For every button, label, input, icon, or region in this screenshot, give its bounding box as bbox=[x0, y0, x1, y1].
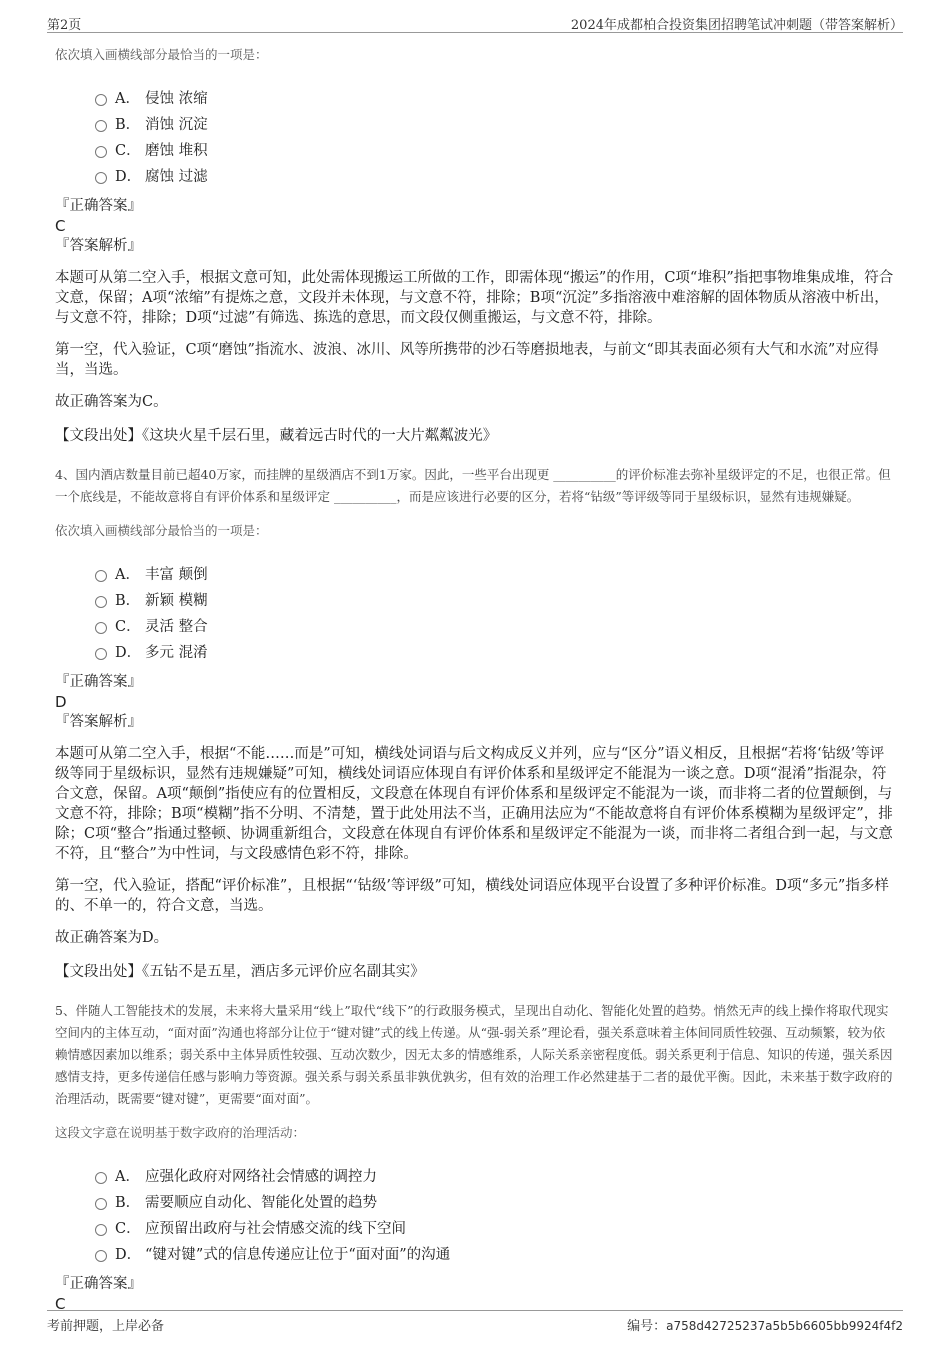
question-5 bbox=[55, 1000, 895, 1314]
document-code bbox=[627, 1315, 903, 1334]
analysis-conclusion: 故正确答案为C。 bbox=[55, 394, 168, 410]
analysis-label: 『答案解析』 bbox=[55, 714, 142, 730]
analysis-conclusion: 故正确答案为D。 bbox=[55, 930, 169, 946]
analysis-paragraph: 第一空，代入验证，C项“磨蚀”指流水、波浪、冰川、风等所携带的沙石等磨损地表，与前文“即其表面必须有大气和水流”对应得当，当选。 bbox=[55, 342, 879, 378]
source-citation: 【文段出处】《这块火星千层石里，藏着远古时代的一大片粼粼波光》 bbox=[55, 428, 498, 444]
option-b[interactable]: B． 新颖 模糊 bbox=[95, 588, 895, 614]
question-stem: 4、国内酒店数量目前已超40万家，而挂牌的星级酒店不到1万家。因此，一些平台出现更 __________的评价标准去弥补星级评定的不足，也很正常。但一个底线是，不能故意将自有评价体系和星级评定 __________，而是应该进行必要的区分，若将“钻级”等评级等同于星级标识，显然有违规嫌疑。 bbox=[55, 467, 891, 504]
option-b[interactable]: B． 需要顺应自动化、智能化处置的趋势 bbox=[95, 1190, 895, 1216]
option-d[interactable]: D． 腐蚀 过滤 bbox=[95, 164, 895, 190]
radio-icon[interactable] bbox=[95, 172, 107, 184]
radio-icon[interactable] bbox=[95, 146, 107, 158]
option-d[interactable]: D． “键对键”式的信息传递应让位于“面对面”的沟通 bbox=[95, 1242, 895, 1268]
answer-label: 『正确答案』 bbox=[55, 198, 142, 214]
document-code-label: 编号： bbox=[627, 1319, 667, 1334]
radio-icon[interactable] bbox=[95, 94, 107, 106]
question-4 bbox=[55, 464, 895, 982]
question-stem: 5、伴随人工智能技术的发展，未来将大量采用“线上”取代“线下”的行政服务模式，呈现出自动化、智能化处置的趋势。悄然无声的线上操作将取代现实空间内的主体互动，“面对面”沟通也将部分让位于“键对键”式的线上传递。从“强-弱关系”理论看，强关系意味着主体间同质性较强、互动频繁，较为依赖情感因素加以维系；弱关系中主体异质性较强、互动次数少，因无太多的情感维系，人际关系亲密程度低。弱关系更利于信息、知识的传递，强关系因感情支持，更多传递信任感与影响力等资源。强关系与弱关系虽非孰优孰劣，但有效的治理工作必然建基于二者的最优平衡。因此，未来基于数字政府的治理活动，既需要“键对键”，更需要“面对面”。 bbox=[55, 1003, 893, 1106]
option-a[interactable]: A． 侵蚀 浓缩 bbox=[95, 86, 895, 112]
option-a[interactable]: A． 应强化政府对网络社会情感的调控力 bbox=[95, 1164, 895, 1190]
option-a[interactable]: A． 丰富 颠倒 bbox=[95, 562, 895, 588]
analysis-paragraph: 本题可从第二空入手，根据文意可知，此处需体现搬运工所做的工作，即需体现“搬运”的作用，C项“堆积”指把事物堆集成堆，符合文意，保留；A项“浓缩”有提炼之意，文段并未体现，与文意不符，排除；B项“沉淀”多指溶液中难溶解的固体物质从溶液中析出，与文意不符，排除；D项“过滤”有筛选、拣选的意思，而文段仅侧重搬运，与文意不符，排除。 bbox=[55, 270, 894, 326]
option-c[interactable]: C． 应预留出政府与社会情感交流的线下空间 bbox=[95, 1216, 895, 1242]
radio-icon[interactable] bbox=[95, 1224, 107, 1236]
footer-slogan: 考前押题，上岸必备 bbox=[47, 1319, 165, 1334]
radio-icon[interactable] bbox=[95, 648, 107, 660]
source-citation: 【文段出处】《五钻不是五星，酒店多元评价应名副其实》 bbox=[55, 964, 425, 980]
question-prompt: 这段文字意在说明基于数字政府的治理活动： bbox=[55, 1125, 306, 1140]
analysis-paragraph: 第一空，代入验证，搭配“评价标准”，且根据“‘钻级’等评级”可知，横线处词语应体现平台设置了多种评价标准。D项“多元”指多样的、不单一的，符合文意，当选。 bbox=[55, 878, 889, 914]
page-number: 第2页 bbox=[47, 18, 82, 33]
question-prompt: 依次填入画横线部分最恰当的一项是： bbox=[55, 47, 268, 62]
option-list bbox=[95, 562, 895, 666]
radio-icon[interactable] bbox=[95, 1198, 107, 1210]
option-c[interactable]: C． 灵活 整合 bbox=[95, 614, 895, 640]
radio-icon[interactable] bbox=[95, 1172, 107, 1184]
answer-value: C bbox=[55, 217, 66, 235]
analysis-label: 『答案解析』 bbox=[55, 238, 142, 254]
option-list bbox=[95, 1164, 895, 1268]
radio-icon[interactable] bbox=[95, 596, 107, 608]
document-title: 2024年成都柏合投资集团招聘笔试冲刺题（带答案解析） bbox=[570, 18, 903, 33]
radio-icon[interactable] bbox=[95, 120, 107, 132]
page-footer bbox=[47, 1310, 903, 1334]
document-code-value: a758d42725237a5b5b6605bb9924f4f2 bbox=[666, 1319, 903, 1333]
radio-icon[interactable] bbox=[95, 1250, 107, 1262]
page-header bbox=[47, 12, 903, 33]
radio-icon[interactable] bbox=[95, 570, 107, 582]
option-c[interactable]: C． 磨蚀 堆积 bbox=[95, 138, 895, 164]
question-prompt: 依次填入画横线部分最恰当的一项是： bbox=[55, 523, 268, 538]
answer-label: 『正确答案』 bbox=[55, 1276, 142, 1292]
answer-label: 『正确答案』 bbox=[55, 674, 142, 690]
question-3 bbox=[55, 46, 895, 446]
option-list bbox=[95, 86, 895, 190]
option-d[interactable]: D． 多元 混淆 bbox=[95, 640, 895, 666]
radio-icon[interactable] bbox=[95, 622, 107, 634]
answer-value: C bbox=[55, 1295, 66, 1313]
analysis-paragraph: 本题可从第二空入手，根据“不能……而是”可知，横线处词语与后文构成反义并列，应与“区分”语义相反，且根据“若将‘钻级’等评级等同于星级标识，显然有违规嫌疑”可知，横线处词语应体现自有评价体系和星级评定不能混为一谈之意。D项“混淆”指混杂，符合文意，保留。A项“颠倒”指使应有的位置相反，文段意在体现自有评价体系和星级评定不能混为一谈，而非将二者的位置颠倒，与文意不符，排除；B项“模糊”指不分明、不清楚，置于此处用法不当，正确用法应为“不能故意将自有评价体系模糊为星级评定”，排除；C项“整合”指通过整顿、协调重新组合，文段意在体现自有评价体系和星级评定不能混为一谈，而非将二者组合到一起，与文意不符，且“整合”为中性词，与文段感情色彩不符，排除。 bbox=[55, 746, 893, 862]
answer-value: D bbox=[55, 693, 67, 711]
option-b[interactable]: B． 消蚀 沉淀 bbox=[95, 112, 895, 138]
page-content bbox=[55, 46, 895, 1314]
